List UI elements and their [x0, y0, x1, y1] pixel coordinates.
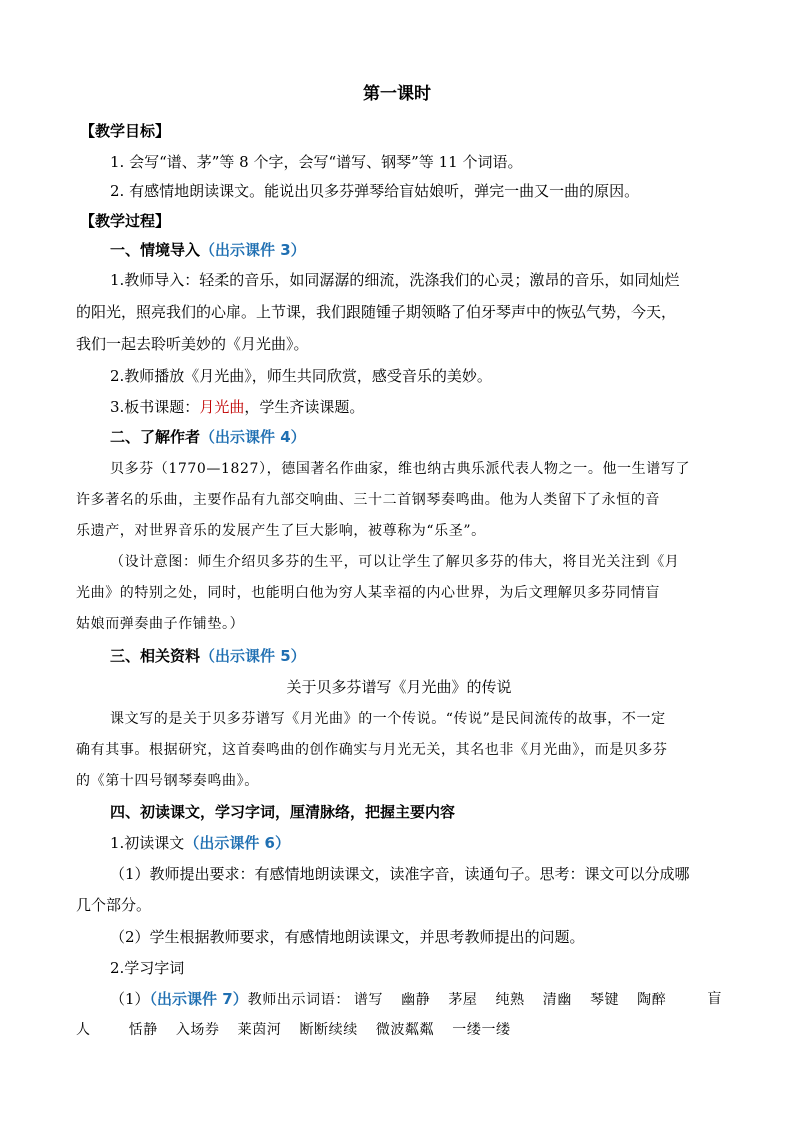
s2-p1-line3: 乐遗产，对世界音乐的发展产生了巨大影响，被尊称为“乐圣”。 — [76, 523, 486, 539]
section-1-heading: 一、情境导入 — [110, 241, 201, 259]
s1-p1-line1: 1.教师导入：轻柔的音乐，如同潺潺的细流，洗涤我们的心灵；激昂的音乐，如同灿烂 — [110, 271, 680, 289]
page-title: 第一课时 — [363, 84, 431, 104]
section-4-heading: 四、初读课文，学习字词，厘清脉络，把握主要内容 — [110, 803, 456, 821]
s4-sub1-line — [110, 833, 756, 853]
courseware-6-label: （出示课件 6） — [184, 834, 290, 852]
s1-p3 — [110, 397, 756, 417]
vocab-words-1 — [354, 992, 684, 1008]
vocab-word: 清幽 — [542, 992, 572, 1008]
s4-c-prefix: （1） — [110, 990, 150, 1008]
section-2-heading-line — [110, 427, 756, 447]
vocab-word: 茅屋 — [448, 992, 478, 1008]
courseware-5-label: （出示课件 5） — [200, 647, 306, 665]
courseware-7-label: （出示课件 7） — [149, 990, 248, 1008]
vocab-word: 断断续续 — [299, 1022, 358, 1038]
s4-sub1: 1.初读课文 — [110, 834, 185, 852]
section-3-heading: 三、相关资料 — [110, 647, 201, 665]
courseware-3-label: （出示课件 3） — [200, 241, 306, 259]
s1-p3-suffix: ，学生齐读课题。 — [244, 398, 365, 416]
s2-p1-line1: 贝多芬（1770—1827），德国著名作曲家，维也纳古典乐派代表人物之一。他一生谱写了 — [110, 461, 691, 477]
vocab-word: 幽静 — [401, 992, 431, 1008]
vocab-words-2 — [129, 1020, 529, 1040]
vocab-word: 微波粼粼 — [375, 1022, 435, 1038]
section-2-heading: 二、了解作者 — [110, 428, 201, 446]
section-3-heading-line — [110, 646, 756, 666]
vocab-word: 莱茵河 — [237, 1022, 282, 1038]
s4-a-line1: （1）教师提出要求：有感情地朗读课文，读准字音，读通句子。思考：课文可以分成哪 — [110, 865, 690, 883]
s4-b: （2）学生根据教师要求，有感情地朗读课文，并思考教师提出的问题。 — [110, 928, 585, 946]
goal-item-1: 1. 会写“谱、茅”等 8 个字，会写“谱写、钢琴”等 11 个词语。 — [110, 153, 523, 171]
s1-p1-line2: 的阳光，照亮我们的心扉。上节课，我们跟随锺子期领略了伯牙琴声中的恢弘气势，今天， — [76, 303, 677, 321]
vocab-word: 一缕一缕 — [452, 1022, 511, 1038]
vocab-word: 陶醉 — [637, 992, 667, 1008]
s1-p2: 2.教师播放《月光曲》，师生共同欣赏，感受音乐的美妙。 — [110, 367, 492, 385]
s4-sub2: 2.学习字词 — [110, 959, 185, 977]
goal-item-2: 2. 有感情地朗读课文。能说出贝多芬弹琴给盲姑娘听，弹完一曲又一曲的原因。 — [110, 182, 640, 200]
s3-p-line2: 确有其事。根据研究，这首奏鸣曲的创作确实与月光无关，其名也非《月光曲》，而是贝多芬 — [76, 742, 668, 758]
s1-p1-line3: 我们一起去聆听美妙的《月光曲》。 — [76, 335, 309, 353]
s4-c-suffix: 教师出示词语： — [247, 992, 350, 1008]
design-intent-line2: 光曲》的特别之处，同时，也能明白他为穷人某幸福的内心世界，为后文理解贝多芬同情盲 — [76, 585, 660, 601]
goals-heading: 【教学目标】 — [80, 122, 171, 140]
vocab-line-2 — [76, 1020, 722, 1040]
vocab-word: 琴键 — [589, 992, 620, 1008]
s1-p3-prefix: 3.板书课题： — [110, 398, 200, 416]
design-intent-line3: 姑娘而弹奏曲子作铺垫。） — [76, 616, 245, 632]
s3-p-line3: 的《第十四号钢琴奏鸣曲》。 — [76, 773, 259, 789]
legend-subtitle: 关于贝多芬谱写《月光曲》的传说 — [286, 678, 512, 696]
vocab-word: 谱写 — [353, 992, 384, 1008]
s3-p-line1: 课文写的是关于贝多芬谱写《月光曲》的一个传说。“传说”是民间流传的故事，不一定 — [110, 711, 666, 727]
process-heading: 【教学过程】 — [80, 212, 171, 230]
s2-p1-line2: 许多著名的乐曲，主要作品有九部交响曲、三十二首钢琴奏鸣曲。他为人类留下了永恒的音 — [76, 492, 660, 508]
design-intent-line1: （设计意图：师生介绍贝多芬的生平，可以让学生了解贝多芬的伟大，将目光关注到《月 — [110, 554, 680, 570]
vocab-word-head: 人 — [76, 1022, 91, 1038]
vocab-word: 纯熟 — [495, 992, 525, 1008]
courseware-4-label: （出示课件 4） — [200, 428, 306, 446]
s4-a-line2: 几个部分。 — [76, 896, 152, 914]
section-1-heading-line — [110, 240, 756, 260]
vocab-line-1 — [110, 989, 722, 1010]
vocab-word: 恬静 — [128, 1022, 158, 1038]
board-title: 月光曲 — [199, 398, 245, 416]
vocab-word-tail: 盲 — [707, 991, 722, 1007]
vocab-word: 入场券 — [175, 1022, 220, 1038]
